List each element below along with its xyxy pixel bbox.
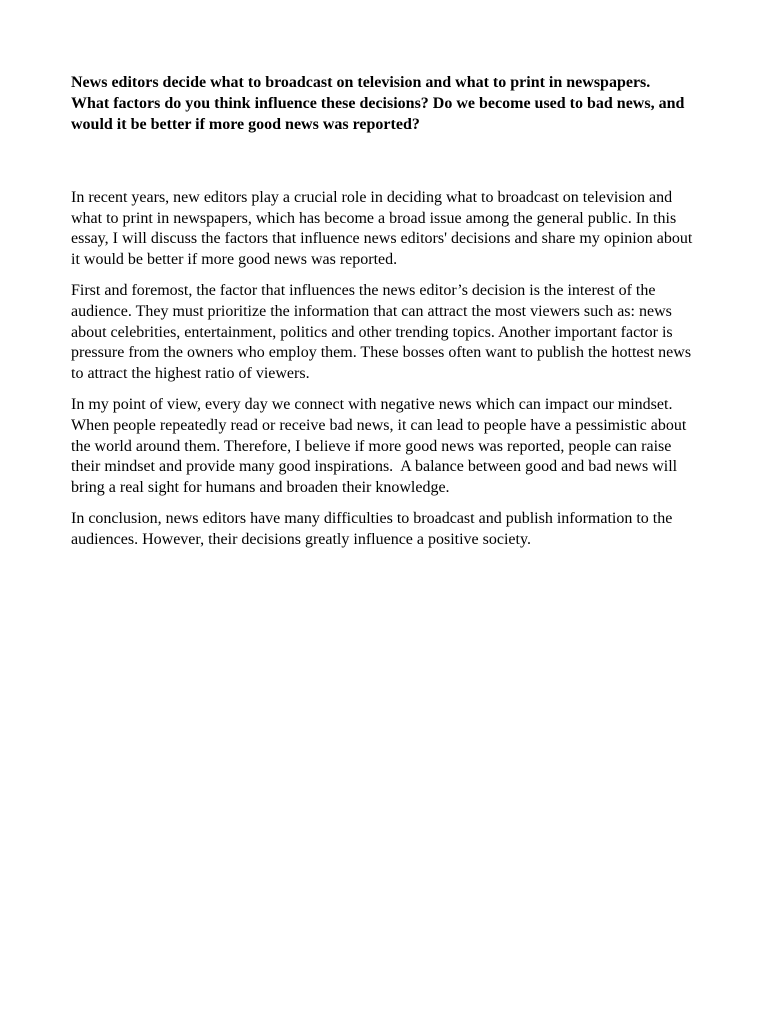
essay-paragraph-intro: In recent years, new editors play a crucial role in deciding what to broadcast on television and what to print in newspapers, which has become a broad issue among the general public. In this essay, I will discuss the factors that influence news editors' decisions and share my opinion about it would be better if more good news was reported. xyxy=(71,189,697,269)
essay-body xyxy=(71,188,699,551)
essay-prompt: News editors decide what to broadcast on television and what to print in newspapers. What factors do you think influence these decisions? Do we become used to bad news, and would it be better if more good news was reported? xyxy=(71,74,685,133)
essay-paragraph-opinion: In my point of view, every day we connect with negative news which can impact our mindset. When people repeatedly read or receive bad news, it can lead to people have a pessimistic about the world around them. Therefore, I believe if more good news was reported, people can raise their mindset and provide many good inspirations. A balance between good and bad news will bring a real sight for humans and broaden their knowledge. xyxy=(71,396,691,497)
document-page xyxy=(71,72,699,561)
essay-paragraph-conclusion: In conclusion, news editors have many difficulties to broadcast and publish information to the audiences. However, their decisions greatly influence a positive society. xyxy=(71,510,677,549)
essay-paragraph-factors: First and foremost, the factor that influences the news editor’s decision is the interest of the audience. They must prioritize the information that can attract the most viewers such as: news about celebrities, entertainment, politics and other trending topics. Another important factor is pressure from the owners who employ them. These bosses often want to publish the hottest news to attract the highest ratio of viewers. xyxy=(71,282,696,383)
